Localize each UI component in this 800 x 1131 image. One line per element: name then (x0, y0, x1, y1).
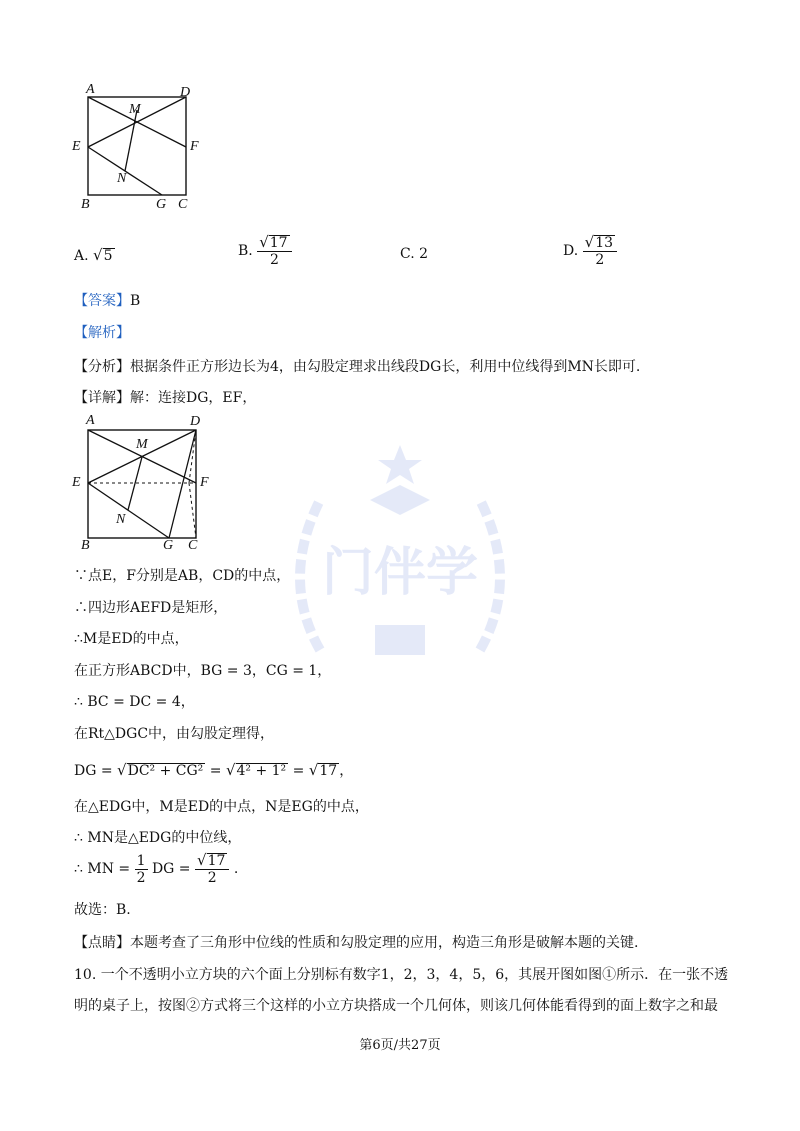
option-b-den: 2 (269, 252, 279, 268)
dianjing-text: 本题考查了三角形中位线的性质和勾股定理的应用，构造三角形是破解本题的关键. (130, 935, 639, 951)
step-10: ∴ MN = $\frac{1}{2}$ DG = $\frac{√17}{2}$ . (74, 851, 239, 886)
label-C: C (178, 197, 188, 212)
step-10-rad: 17 (207, 853, 226, 869)
fig2-label-F: F (200, 475, 209, 490)
option-a-letter: A. (74, 248, 89, 264)
step-2: ∴四边形AEFD是矩形， (74, 600, 228, 616)
fig2-label-E: E (72, 475, 81, 490)
option-d-radicand: 13 (595, 235, 614, 251)
step-10-mid: DG = (151, 861, 191, 877)
step-7: DG = √DC² + CG² = √4² + 1² = √17 ， (74, 761, 354, 779)
dianjing-tag: 【点睛】 (74, 935, 130, 951)
answer-tag: 【答案】 (74, 293, 130, 309)
option-b-letter: B. (238, 243, 253, 259)
xiangjie-line (74, 387, 256, 409)
answer-line (74, 290, 140, 312)
fenxi-line (74, 356, 640, 378)
label-F: F (190, 139, 199, 154)
option-c (400, 246, 428, 262)
label-M: M (129, 102, 141, 117)
step-10-lhs: ∴ MN = (74, 861, 131, 877)
label-A: A (86, 82, 95, 97)
step-11: 故选：B. (74, 902, 131, 918)
label-G: G (156, 197, 167, 212)
q10-line-2: 明的桌子上，按图②方式将三个这样的小立方块搭成一个几何体，则该几何体能看得到的面上数字之和最 (74, 998, 718, 1014)
page-footer: 第6页/共27页 (359, 1038, 441, 1053)
answer-value: B (130, 293, 141, 309)
fig2-label-D: D (190, 414, 201, 429)
step-7-rad2: 4² + 1² (236, 763, 287, 779)
step-3: ∴M是ED的中点， (74, 631, 189, 647)
step-1: ∵点E，F分别是AB，CD的中点， (74, 568, 291, 584)
option-d-den: 2 (595, 252, 605, 268)
step-8: 在△EDG中，M是ED的中点，N是EG的中点， (74, 799, 369, 815)
option-b: B. $\frac{√17}{2}$ (238, 234, 292, 268)
step-4: 在正方形ABCD中，BG = 3，CG = 1， (74, 663, 332, 679)
option-b-radicand: 17 (269, 235, 288, 251)
watermark-text: 门伴学 (321, 543, 479, 603)
label-E: E (72, 139, 81, 154)
option-d: D. $\frac{√13}{2}$ (563, 234, 617, 268)
step-7-rad3: 17 (319, 763, 338, 779)
fig2-label-A: A (86, 413, 95, 428)
step-9: ∴ MN是△EDG的中位线， (74, 830, 242, 846)
fig2-label-C: C (188, 538, 198, 553)
step-7-rad1: DC² + CG² (127, 763, 204, 779)
step-6: 在Rt△DGC中，由勾股定理得， (74, 726, 275, 742)
fig2-label-M: M (136, 437, 148, 452)
xiangjie-tag: 【详解】 (74, 390, 130, 406)
label-D: D (180, 85, 191, 100)
option-a-value: 5 (103, 248, 113, 264)
figure-2 (70, 415, 220, 555)
xiangjie-text: 解：连接DG，EF， (130, 390, 257, 406)
label-B: B (81, 197, 90, 212)
analysis-tag (74, 322, 130, 344)
step-10-num: 1 (136, 852, 146, 869)
fenxi-tag: 【分析】 (74, 359, 130, 375)
step-5: ∴ BC = DC = 4， (74, 694, 195, 710)
step-7-lhs: DG = (74, 763, 113, 779)
label-N: N (117, 171, 127, 186)
q10-line-1: 10. 一个不透明小立方块的六个面上分别标有数字1，2，3，4，5，6，其展开图如图①所示．在一张不透 (74, 967, 729, 983)
option-c-value: 2 (419, 246, 429, 262)
dianjing-line (74, 932, 638, 954)
fig2-label-B: B (81, 538, 90, 553)
step-10-den: 2 (136, 869, 146, 886)
option-a: A. √5 (74, 246, 113, 264)
fenxi-text: 根据条件正方形边长为4，由勾股定理求出线段DG长，利用中位线得到MN长即可. (130, 359, 641, 375)
fig2-label-G: G (163, 538, 174, 553)
option-c-letter: C. (400, 246, 415, 262)
option-d-letter: D. (563, 243, 579, 259)
fig2-label-N: N (116, 512, 126, 527)
step-10-den2: 2 (207, 870, 217, 886)
analysis-tag-text: 【解析】 (74, 325, 130, 341)
